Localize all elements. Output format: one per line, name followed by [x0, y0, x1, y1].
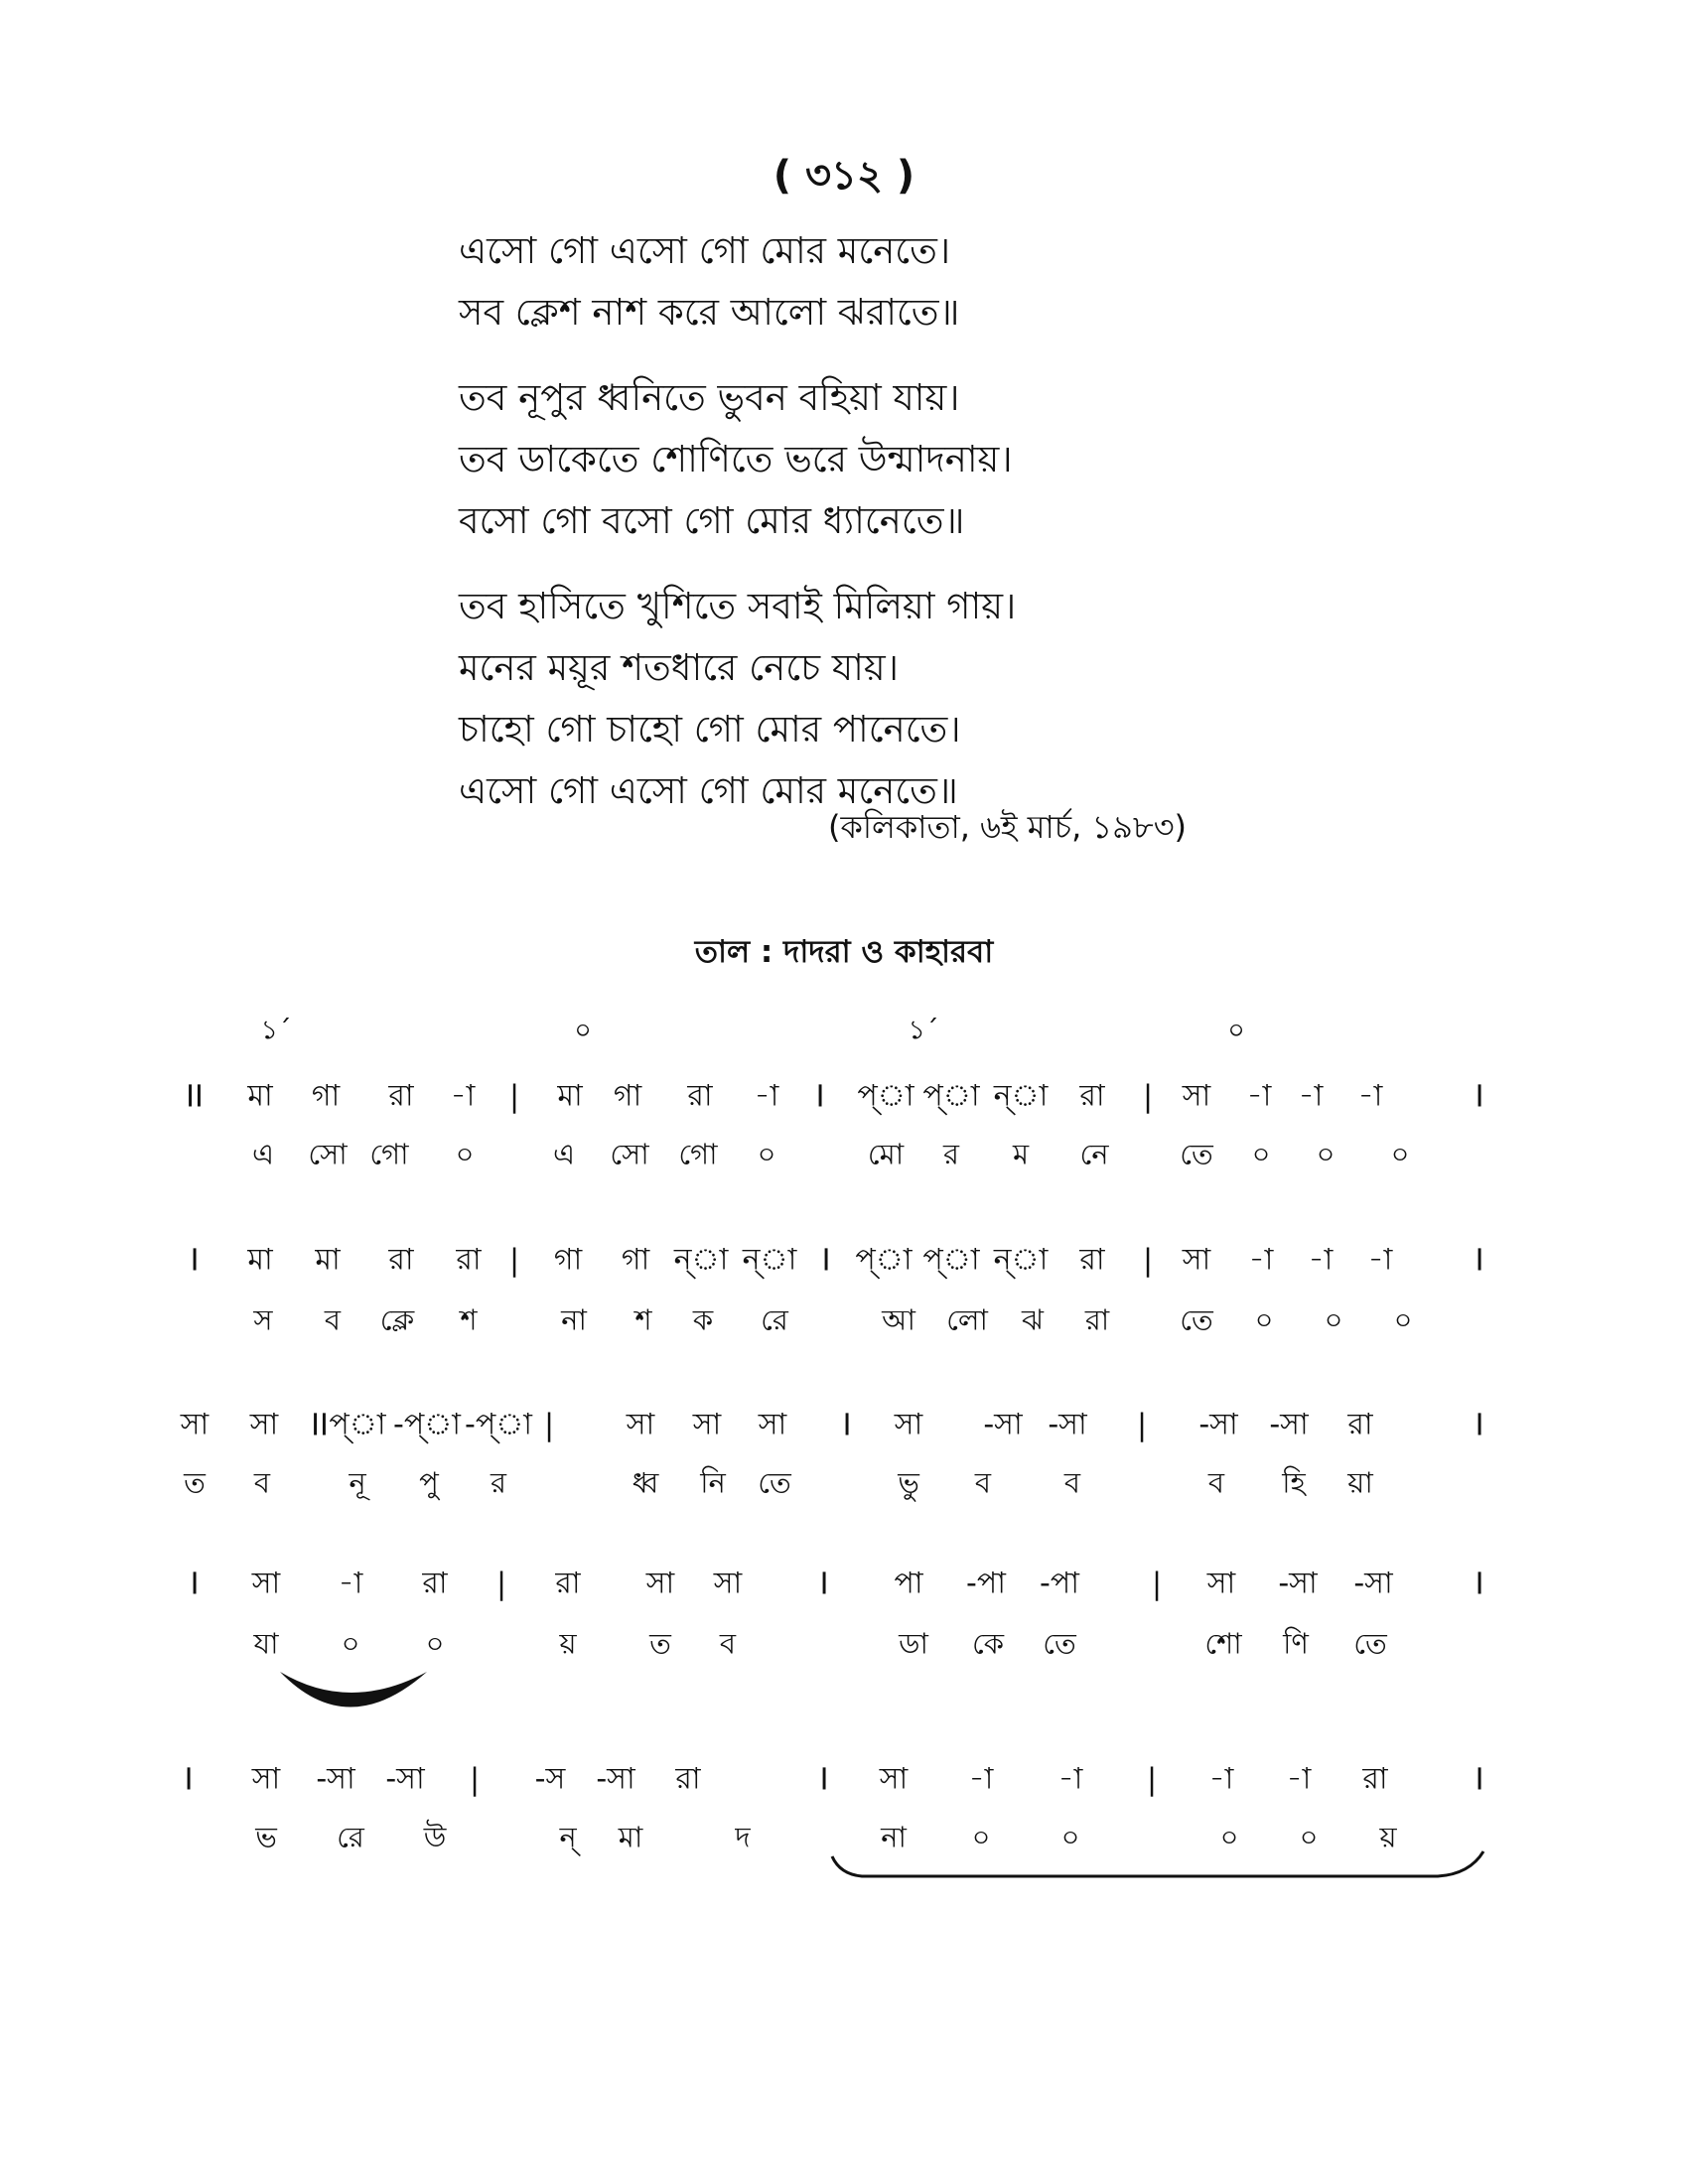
swara-note: -া — [1367, 1242, 1393, 1278]
swara-note: -সা — [316, 1761, 355, 1797]
lyric-syllable: ব — [253, 1465, 271, 1500]
swara-note: -স — [534, 1761, 566, 1797]
lyric-syllable: লো — [946, 1302, 988, 1337]
lyric-syllable: নি — [700, 1465, 726, 1500]
bar-line: | — [1146, 1762, 1158, 1798]
lyric-syllable: তে — [758, 1465, 791, 1500]
swara-note: প্া — [329, 1407, 386, 1442]
lyric-syllable: রে — [337, 1820, 364, 1854]
bar-line: | — [495, 1567, 507, 1602]
lyric-syllable: ০ — [1299, 1820, 1319, 1854]
swara-note: রা — [675, 1761, 701, 1797]
bar-line: II — [186, 1079, 204, 1115]
swara-note: রা — [555, 1566, 581, 1601]
lyric-syllable: সো — [610, 1137, 649, 1171]
lyric-syllable: ০ — [1393, 1302, 1413, 1337]
lyric-syllable: র — [491, 1465, 506, 1500]
swara-note: গা — [311, 1078, 341, 1114]
bar-line: | — [1142, 1079, 1154, 1115]
swara-note: সা — [1206, 1566, 1236, 1601]
swara-note: রা — [1347, 1407, 1373, 1442]
lyric-syllable: ম — [1012, 1137, 1030, 1171]
swara-note: রা — [1362, 1761, 1388, 1797]
lyric-syllable: ০ — [1251, 1137, 1271, 1171]
swara-note: রা — [1079, 1078, 1105, 1114]
swara-note: -প্া — [465, 1407, 532, 1442]
swara-note: -া — [1298, 1078, 1324, 1114]
swara-note: মা — [315, 1242, 341, 1278]
lyric-syllable: ০ — [341, 1626, 360, 1661]
swara-note: -সা — [1353, 1566, 1393, 1601]
bar-line: | — [1151, 1567, 1163, 1602]
bar-line: I — [184, 1762, 194, 1798]
swara-note: -সা — [1048, 1407, 1087, 1442]
beat-marker: ০ — [574, 1015, 592, 1046]
slur-arc — [280, 1672, 427, 1707]
lyric-syllable: ভু — [898, 1465, 919, 1500]
swara-note: -সা — [983, 1407, 1023, 1442]
lyric-syllable: রে — [761, 1302, 788, 1337]
lyric-syllable: দ — [735, 1820, 751, 1854]
swara-note: গা — [613, 1078, 642, 1114]
lyric-syllable: তে — [1353, 1626, 1387, 1661]
swara-note: -া — [1248, 1242, 1274, 1278]
swara-note: মা — [247, 1242, 273, 1278]
bar-line: | — [1136, 1408, 1148, 1443]
swara-note: মা — [557, 1078, 583, 1114]
bar-line: | — [508, 1079, 520, 1115]
lyric-syllable: কে — [971, 1626, 1005, 1661]
swara-note: -া — [1308, 1242, 1334, 1278]
swara-note: রা — [456, 1242, 482, 1278]
swara-note: সা — [251, 1566, 281, 1601]
lyric-syllable: আ — [882, 1302, 915, 1337]
lyric-syllable: ০ — [455, 1137, 475, 1171]
bar-line: | — [543, 1408, 555, 1443]
lyric-syllable: নূ — [349, 1465, 366, 1500]
bar-line: I — [819, 1762, 829, 1798]
lyric-line: তব ডাকেতে শোণিতে ভরে উন্মাদনায়। — [459, 438, 1013, 480]
bar-line: I — [1475, 1567, 1484, 1602]
bar-line: I — [842, 1408, 852, 1443]
lyric-line: চাহো গো চাহো গো মোর পানেতে। — [459, 708, 961, 751]
lyric-syllable: ব — [974, 1465, 992, 1500]
lyric-line: মনের ময়ূর শতধারে নেচে যায়। — [459, 646, 899, 689]
bar-line: I — [819, 1567, 829, 1602]
lyric-syllable: উ — [423, 1820, 447, 1854]
lyric-syllable: গো — [678, 1137, 718, 1171]
beat-marker: ১´ — [260, 1015, 292, 1046]
lyric-syllable: ব — [324, 1302, 342, 1337]
beat-marker: ০ — [1227, 1015, 1245, 1046]
bar-line: I — [1475, 1243, 1484, 1279]
lyric-syllable: রা — [1084, 1302, 1110, 1337]
swara-note: সা — [713, 1566, 743, 1601]
swara-note: সা — [1182, 1078, 1211, 1114]
swara-note: পা — [894, 1566, 923, 1601]
swara-note: সা — [1182, 1242, 1211, 1278]
lyric-syllable: ব — [719, 1626, 737, 1661]
lyric-syllable: তে — [1180, 1137, 1213, 1171]
lyric-syllable: ঝ — [1022, 1302, 1044, 1337]
swara-note: ন্া — [673, 1242, 729, 1278]
lyric-syllable: এ — [552, 1137, 576, 1171]
lyric-syllable: ণি — [1283, 1626, 1309, 1661]
lyric-line: এসো গো এসো গো মোর মনেতে। — [459, 229, 951, 272]
lyric-line: তব নূপুর ধ্বনিতে ভুবন বহিয়া যায়। — [459, 376, 960, 419]
swara-note: রা — [388, 1242, 414, 1278]
lyric-syllable: মা — [618, 1820, 643, 1854]
swara-note: -পা — [1040, 1566, 1079, 1601]
bar-line: I — [190, 1567, 200, 1602]
lyric-syllable: ০ — [1316, 1137, 1336, 1171]
lyric-syllable: স — [253, 1302, 273, 1337]
bar-line: | — [1142, 1243, 1154, 1279]
lyric-syllable: ০ — [971, 1820, 991, 1854]
swara-note: প্া — [855, 1242, 913, 1278]
lyric-syllable: য় — [559, 1626, 577, 1661]
swara-note: -প্া — [393, 1407, 461, 1442]
lyric-syllable: তে — [1180, 1302, 1213, 1337]
tala-heading: তাল : দাদরা ও কাহারবা — [694, 934, 994, 970]
bar-line: | — [508, 1243, 520, 1279]
page-number: ( ৩১২ ) — [773, 153, 915, 199]
lyric-syllable: ০ — [425, 1626, 445, 1661]
swara-note: -সা — [1269, 1407, 1309, 1442]
lyric-syllable: র — [943, 1137, 959, 1171]
swara-note: -া — [1357, 1078, 1383, 1114]
swara-note: প্া — [922, 1078, 980, 1114]
lyric-syllable: না — [881, 1820, 907, 1854]
lyric-syllable: ০ — [1254, 1302, 1274, 1337]
swara-note: -া — [1208, 1761, 1234, 1797]
slur-underline — [832, 1851, 1483, 1876]
swara-note: -সা — [1198, 1407, 1238, 1442]
bar-line: I — [1475, 1762, 1484, 1798]
swara-note: সা — [251, 1761, 281, 1797]
swara-note: -পা — [966, 1566, 1006, 1601]
lyric-syllable: ০ — [1324, 1302, 1343, 1337]
swara-note: ন্া — [993, 1242, 1049, 1278]
swara-note: সা — [758, 1407, 787, 1442]
lyric-syllable: য় — [1379, 1820, 1397, 1854]
swara-note: সা — [692, 1407, 722, 1442]
bar-line: | — [469, 1762, 481, 1798]
lyric-syllable: ধ্ব — [632, 1465, 659, 1500]
swara-note: -া — [450, 1078, 476, 1114]
lyric-syllable: গো — [369, 1137, 409, 1171]
swara-note: মা — [247, 1078, 273, 1114]
swara-note: সা — [249, 1407, 279, 1442]
lyric-line: সব ক্লেশ নাশ করে আলো ঝরাতে॥ — [459, 291, 960, 334]
swara-note: -া — [338, 1566, 363, 1601]
swara-note: গা — [621, 1242, 650, 1278]
lyric-syllable: য়া — [1347, 1465, 1373, 1500]
beat-marker: ১´ — [908, 1015, 939, 1046]
lyric-syllable: মো — [867, 1137, 905, 1171]
lyric-syllable: ক্লে — [379, 1302, 415, 1337]
lyric-syllable: শ — [460, 1302, 478, 1337]
bar-line: I — [821, 1243, 831, 1279]
lyric-syllable: তে — [1043, 1626, 1076, 1661]
swara-note: সা — [626, 1407, 655, 1442]
lyric-syllable: ন্ — [559, 1820, 577, 1854]
swara-note: রা — [1079, 1242, 1105, 1278]
swara-note: প্া — [857, 1078, 914, 1114]
lyric-syllable: ০ — [1060, 1820, 1080, 1854]
lyric-syllable: ত — [649, 1626, 671, 1661]
swara-note: -া — [1057, 1761, 1083, 1797]
swara-note: -া — [754, 1078, 779, 1114]
swara-note: রা — [422, 1566, 448, 1601]
swara-note: -সা — [1278, 1566, 1318, 1601]
lyric-line: বসো গো বসো গো মোর ধ্যানেতে॥ — [459, 499, 965, 542]
swara-note: -া — [1246, 1078, 1272, 1114]
swara-note: সা — [180, 1407, 210, 1442]
bar-line: I — [1475, 1408, 1484, 1443]
lyric-syllable: সো — [308, 1137, 348, 1171]
swara-note: ন্া — [993, 1078, 1049, 1114]
bar-line: I — [815, 1079, 825, 1115]
lyric-syllable: ভ — [255, 1820, 277, 1854]
lyric-syllable: পু — [419, 1465, 439, 1500]
swara-note: গা — [553, 1242, 583, 1278]
bar-line: I — [1475, 1079, 1484, 1115]
lyric-line: এসো গো এসো গো মোর মনেতে॥ — [459, 769, 958, 812]
lyric-syllable: ব — [1063, 1465, 1081, 1500]
swara-note: সা — [879, 1761, 909, 1797]
lyric-syllable: ক — [692, 1302, 714, 1337]
swara-note: রা — [388, 1078, 414, 1114]
lyric-syllable: শ — [634, 1302, 652, 1337]
bar-line: II — [311, 1408, 329, 1443]
lyric-syllable: ব — [1207, 1465, 1225, 1500]
swara-note: -সা — [385, 1761, 425, 1797]
swara-note: -া — [1286, 1761, 1312, 1797]
lyric-syllable: এ — [251, 1137, 275, 1171]
swara-note: -া — [968, 1761, 994, 1797]
lyric-line: তব হাসিতে খুশিতে সবাই মিলিয়া গায়। — [459, 585, 1017, 627]
bar-line: I — [190, 1243, 200, 1279]
lyric-syllable: ০ — [757, 1137, 776, 1171]
lyric-syllable: ত — [184, 1465, 206, 1500]
lyric-syllable: নে — [1079, 1137, 1109, 1171]
swara-note: রা — [687, 1078, 713, 1114]
swara-note: -সা — [596, 1761, 635, 1797]
lyric-syllable: না — [561, 1302, 587, 1337]
lyric-syllable: ০ — [1219, 1820, 1239, 1854]
swara-note: সা — [645, 1566, 675, 1601]
lyric-syllable: হি — [1282, 1465, 1306, 1500]
swara-note: প্া — [922, 1242, 980, 1278]
lyric-syllable: ০ — [1390, 1137, 1410, 1171]
swara-note: ন্া — [742, 1242, 797, 1278]
lyric-syllable: যা — [253, 1626, 279, 1661]
dateline: (কলিকাতা, ৬ই মার্চ, ১৯৮৩) — [827, 808, 1187, 846]
lyric-syllable: ডা — [899, 1626, 928, 1661]
swara-note: সা — [894, 1407, 923, 1442]
lyric-syllable: শো — [1204, 1626, 1242, 1661]
